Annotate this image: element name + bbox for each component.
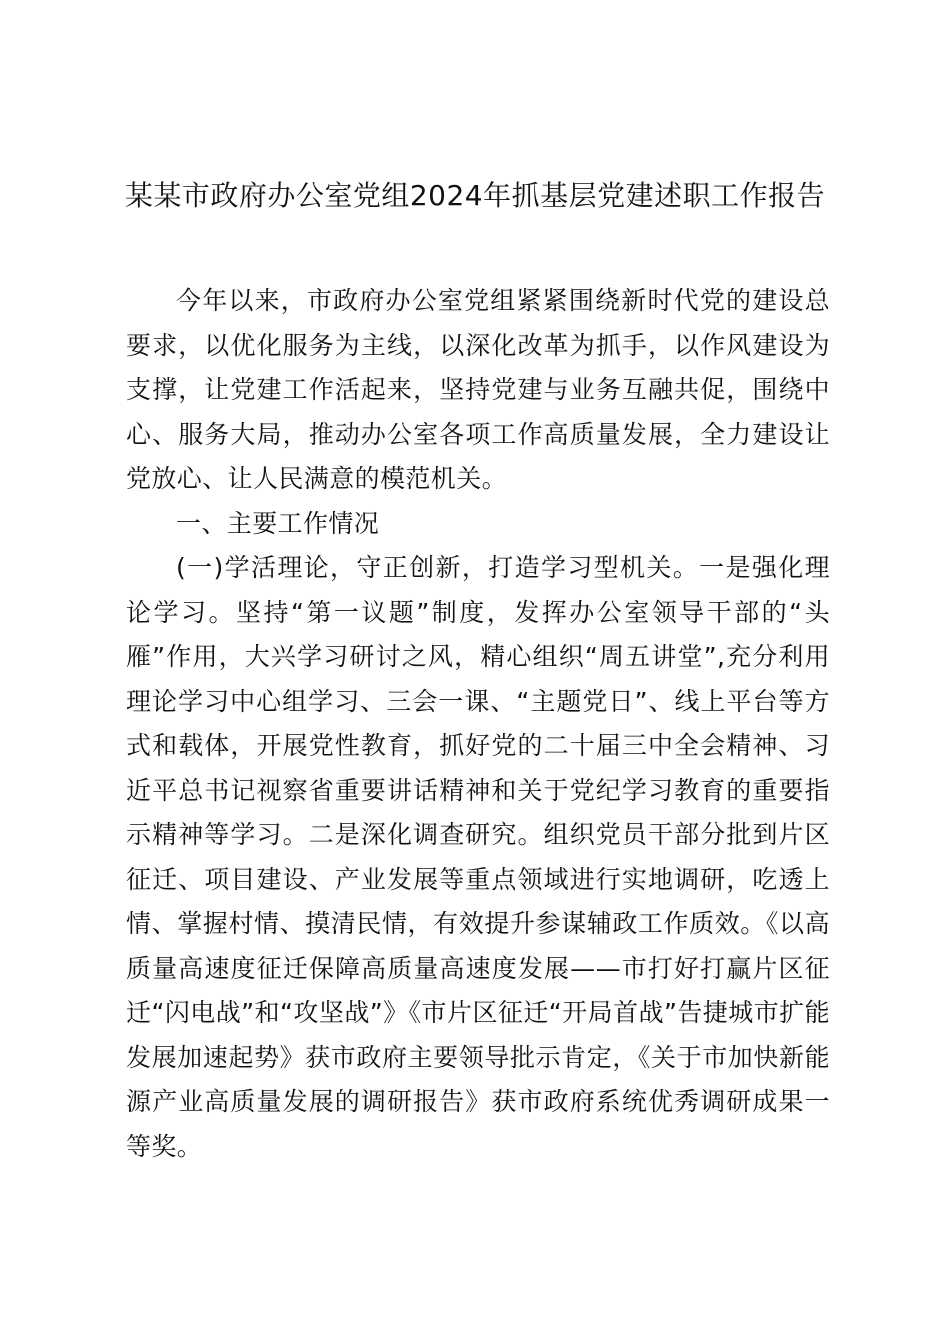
body-paragraph: (一)学活理论，守正创新，打造学习型机关。一是强化理论学习。坚持“第一议题”制度，发挥办公室领导干部的“头雁”作用，大兴学习研讨之风，精心组织“周五讲堂”,充分利用理论学习中心组学习、三会一课、“主题党日”、线上平台等方式和载体，开展党性教育，抓好党的二十届三中全会精神、习近平总书记视察省重要讲话精神和关于党纪学习教育的重要指示精神等学习。二是深化调查研究。组织党员干部分批到片区征迁、项目建设、产业发展等重点领域进行实地调研，吃透上情、掌握村情、摸清民情，有效提升参谋辅政工作质效。《以高质量高速度征迁保障高质量高速度发展——市打好打赢片区征迁“闪电战”和“攻坚战”》《市片区征迁“开局首战”告捷城市扩能发展加速起势》获市政府主要领导批示肯定，《关于市加快新能源产业高质量发展的调研报告》获市政府系统优秀调研成果一等奖。 bbox=[126, 553, 830, 1161]
document-title: 某某市政府办公室党组2024年抓基层党建述职工作报告 bbox=[124, 179, 826, 212]
document-body bbox=[126, 279, 830, 1169]
section-heading: 一、主要工作情况 bbox=[176, 508, 380, 538]
intro-paragraph: 今年以来，市政府办公室党组紧紧围绕新时代党的建设总要求，以优化服务为主线，以深化改革为抓手，以作风建设为支撑，让党建工作活起来，坚持党建与业务互融共促，围绕中心、服务大局，推动办公室各项工作高质量发展，全力建设让党放心、让人民满意的模范机关。 bbox=[126, 286, 830, 493]
